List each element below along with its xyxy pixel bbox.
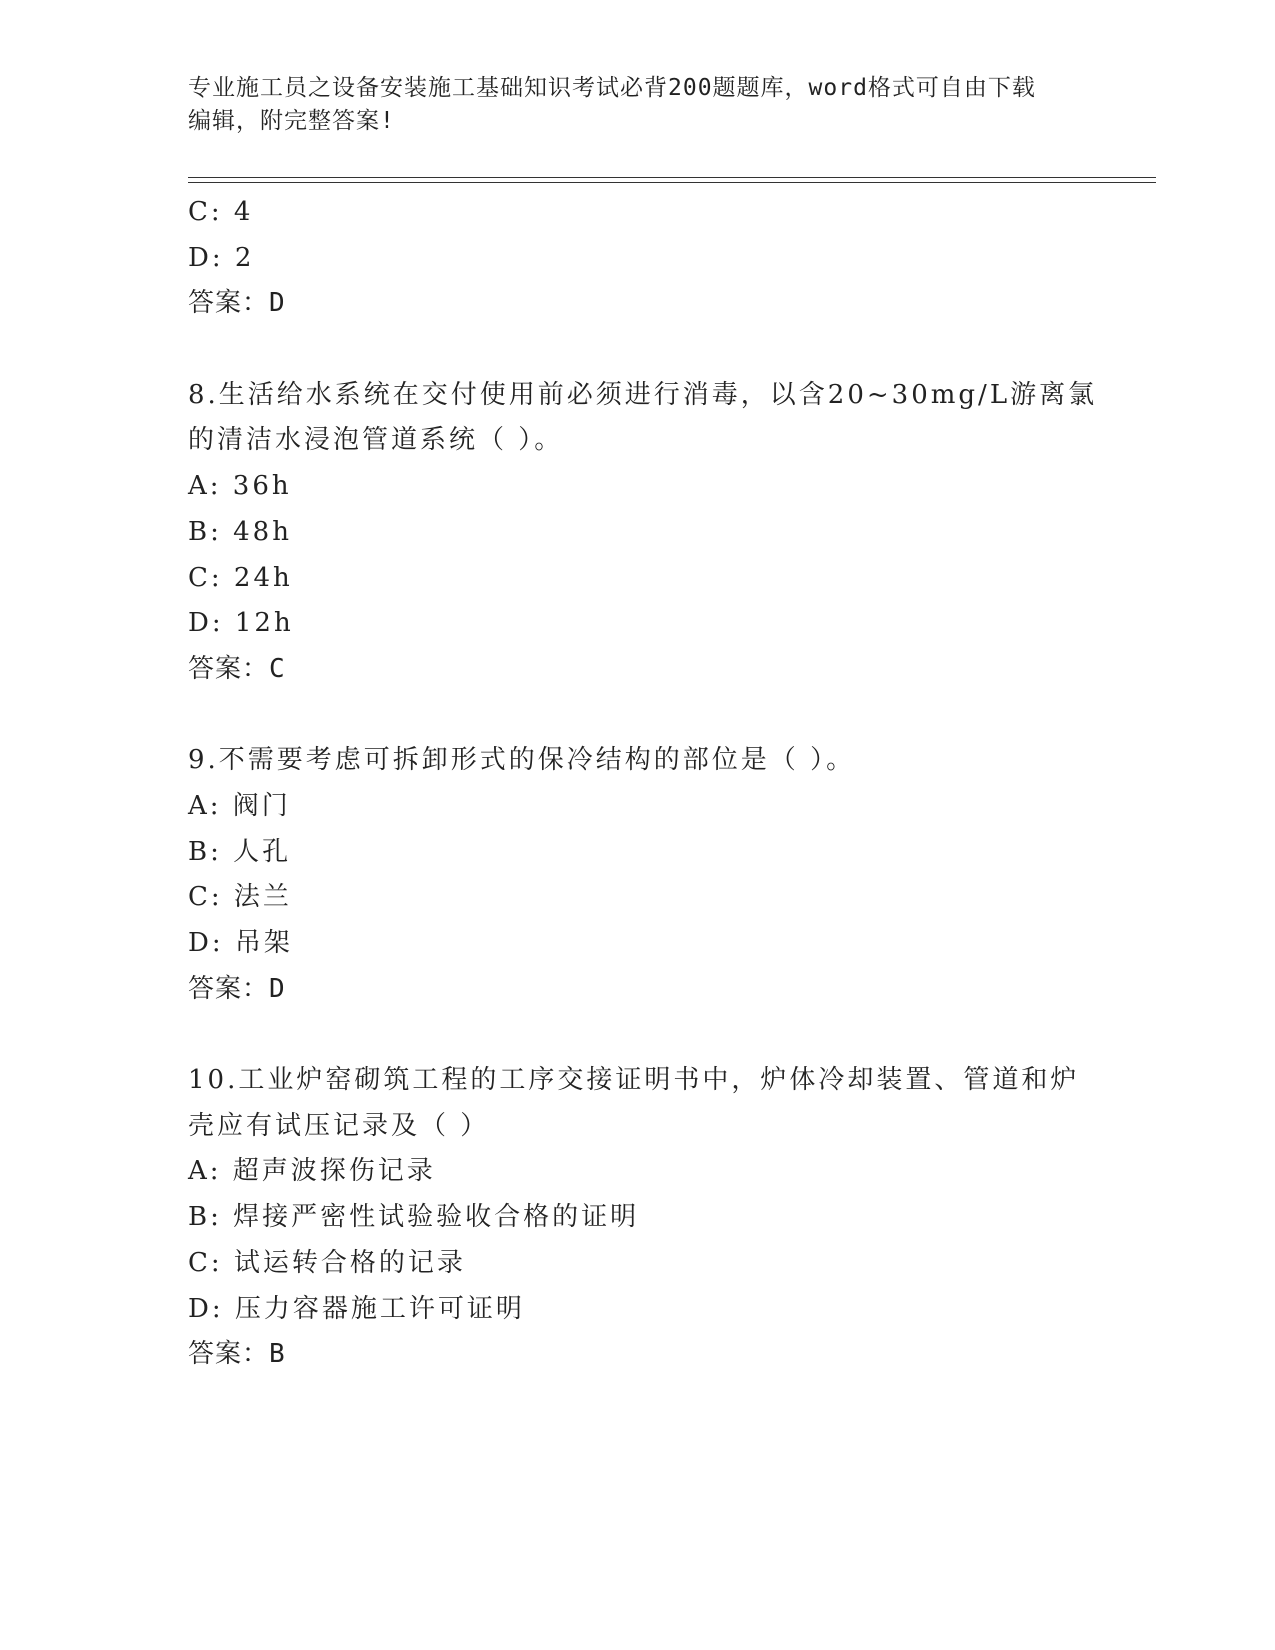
question-stem-line: 10.工业炉窑砌筑工程的工序交接证明书中，炉体冷却装置、管道和炉	[188, 1065, 1080, 1096]
document-header	[188, 72, 1088, 138]
option-line: D: 压力容器施工许可证明	[188, 1293, 525, 1324]
question-stem	[188, 373, 1098, 464]
option-line: C: 24h	[188, 562, 293, 593]
option-line: A: 阀门	[188, 790, 291, 821]
question-block-8	[188, 373, 1098, 693]
header-divider-bottom	[188, 182, 1156, 183]
option-line: C: 法兰	[188, 882, 292, 913]
spacer	[188, 1012, 1088, 1058]
option-line: A: 超声波探伤记录	[188, 1156, 436, 1187]
answer-line: 答案：D	[188, 973, 286, 1004]
spacer	[188, 693, 1088, 739]
question-block-9	[188, 738, 1088, 1012]
question-stem	[188, 1058, 1088, 1149]
question-stem-line: 的清洁水浸泡管道系统（ ）。	[188, 425, 564, 456]
option-line: D: 2	[188, 242, 255, 273]
header-title-line-2: 编辑，附完整答案!	[188, 108, 395, 134]
question-content	[188, 190, 1098, 1378]
answer-line: 答案：C	[188, 653, 286, 684]
option-line: C: 4	[188, 197, 254, 227]
option-line: A: 36h	[188, 471, 292, 502]
header-title-line-1: 专业施工员之设备安装施工基础知识考试必背200题题库，word格式可自由下载	[188, 75, 1036, 101]
question-block-10	[188, 1058, 1088, 1378]
option-line: B: 人孔	[188, 836, 292, 867]
option-line: D: 12h	[188, 608, 294, 639]
question-stem-line: 9.不需要考虑可拆卸形式的保冷结构的部位是（ ）。	[188, 745, 856, 776]
question-stem	[188, 738, 1088, 784]
option-line: D: 吊架	[188, 928, 293, 958]
spacer	[188, 327, 1088, 373]
answer-line: 答案：B	[188, 1339, 286, 1370]
header-divider-top	[188, 177, 1156, 178]
question-block-7-continued	[188, 190, 1088, 327]
option-line: C: 试运转合格的记录	[188, 1247, 466, 1278]
answer-line: 答案：D	[188, 288, 286, 319]
option-line: B: 焊接严密性试验验收合格的证明	[188, 1202, 640, 1233]
question-stem-line: 8.生活给水系统在交付使用前必须进行消毒，以含20~30mg/L游离氯	[188, 379, 1098, 410]
question-stem-line: 壳应有试压记录及（ ）	[188, 1110, 490, 1141]
option-line: B: 48h	[188, 516, 292, 547]
